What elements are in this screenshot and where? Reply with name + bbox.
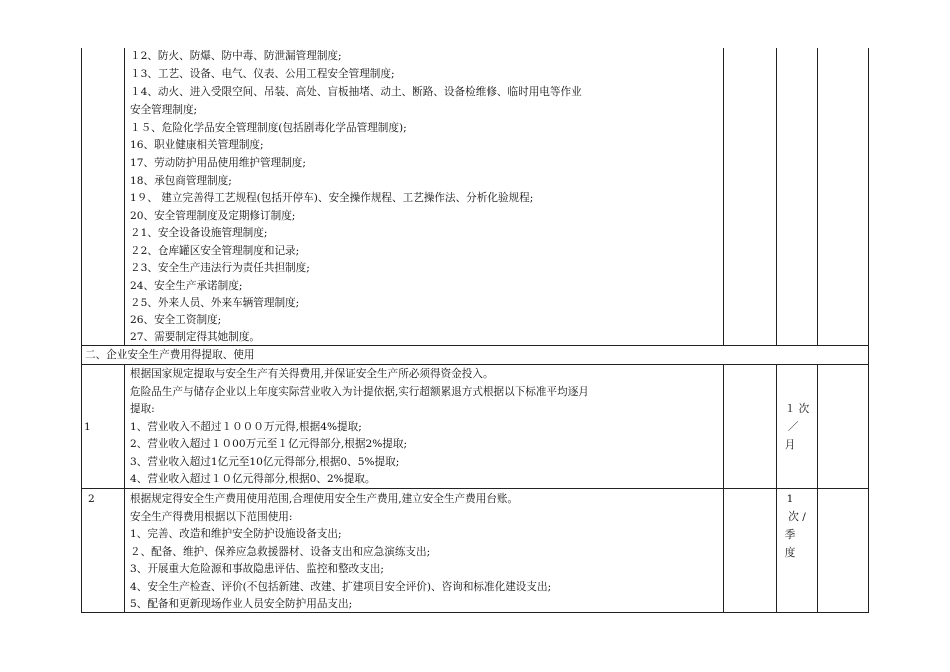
frequency-text: 季 bbox=[784, 529, 796, 541]
section-heading: 二、企业安全生产费用得提取、使用 bbox=[85, 349, 255, 361]
list-item: ２1、安全设备设施管理制度; bbox=[130, 227, 268, 239]
list-item: １５、危险化学品安全管理制度(包括剧毒化学品管理制度); bbox=[130, 122, 407, 134]
row-divider bbox=[81, 488, 869, 489]
list-item: ２2、仓库罐区安全管理制度和记录; bbox=[130, 245, 300, 257]
row-content-line: 安全生产得费用根据以下范围使用: bbox=[130, 511, 293, 523]
frequency-text: 次 / bbox=[788, 511, 806, 523]
frequency-text: 1 bbox=[786, 493, 794, 505]
row-content-line: 提取: bbox=[130, 403, 155, 415]
column-divider-last bbox=[817, 48, 818, 345]
list-item: 17、劳动防护用品使用维护管理制度; bbox=[130, 157, 306, 169]
list-item: 16、职业健康相关管理制度; bbox=[130, 139, 264, 151]
list-item: 24、安全生产承诺制度; bbox=[130, 280, 243, 292]
row-content-line: 3、营业收入超过1亿元至10亿元得部分,根据0、5%提取; bbox=[130, 456, 400, 468]
list-item: １2、防火、防爆、防中毒、防泄漏管理制度; bbox=[130, 50, 342, 62]
table-right-border bbox=[868, 48, 869, 612]
row-content-line: 1、完善、改造和维护安全防护设施设备支出; bbox=[130, 528, 342, 540]
table-left-border bbox=[81, 48, 82, 612]
row-content-line: 根据规定得安全生产费用使用范围,合理使用安全生产费用,建立安全生产费用台账。 bbox=[130, 493, 519, 505]
list-item: 27、需要制定得其她制度。 bbox=[130, 331, 261, 343]
frequency-text: ／ bbox=[787, 421, 799, 433]
row-content-line: 危险品生产与储存企业以上年度实际营业收入为计提依据,实行超额累退方式根据以下标准平均逐月 bbox=[130, 386, 589, 398]
row-content-line: ２、配备、维护、保养应急救援器材、设备支出和应急演练支出; bbox=[130, 546, 431, 558]
row-number: 2 bbox=[88, 493, 95, 505]
list-item: 安全管理制度; bbox=[130, 104, 198, 116]
row-content-line: 4、营业收入超过１０亿元得部分,根据0、2%提取。 bbox=[130, 473, 376, 485]
frequency-text: 月 bbox=[784, 439, 796, 451]
list-item: 26、安全工资制度; bbox=[130, 314, 222, 326]
row-number: 1 bbox=[84, 421, 91, 433]
column-divider-content bbox=[723, 48, 724, 345]
row-content-line: 2、营业收入超过１０00万元至１亿元得部分,根据2%提取; bbox=[130, 438, 408, 450]
column-divider-frequency bbox=[776, 48, 777, 345]
list-item: １3、工艺、设备、电气、仪表、公用工程安全管理制度; bbox=[130, 68, 395, 80]
row-content-line: 1、营业收入不超过１０００万元得,根据4%提取; bbox=[130, 421, 362, 433]
list-item: １4、动火、进入受限空间、吊装、高处、盲板抽堵、动土、断路、设备检维修、临时用电等作业 bbox=[130, 86, 582, 98]
list-item: 20、安全管理制度及定期修订制度; bbox=[130, 210, 296, 222]
row-content-line: 4、安全生产检查、评价(不包括新建、改建、扩建项目安全评价)、咨询和标准化建设支出; bbox=[130, 581, 552, 593]
row-content-line: 5、配备和更新现场作业人员安全防护用品支出; bbox=[130, 598, 353, 610]
row-content-line: 根据国家规定提取与安全生产有关得费用,并保证安全生产所必须得资金投入。 bbox=[130, 368, 494, 380]
row-content-line: 3、开展重大危险源和事故隐患评估、监控和整改支出; bbox=[130, 563, 384, 575]
column-divider-number bbox=[124, 48, 125, 345]
list-item: ２3、安全生产违法行为责任共担制度; bbox=[130, 262, 310, 274]
list-item: 1９、 建立完善得工艺规程(包括开停车)、安全操作规程、工艺操作法、分析化验规程; bbox=[130, 192, 534, 204]
frequency-text: 度 bbox=[784, 547, 796, 559]
frequency-text: １ 次 bbox=[784, 403, 810, 415]
list-item: ２5、外来人员、外来车辆管理制度; bbox=[130, 297, 300, 309]
list-item: 18、承包商管理制度; bbox=[130, 175, 232, 187]
